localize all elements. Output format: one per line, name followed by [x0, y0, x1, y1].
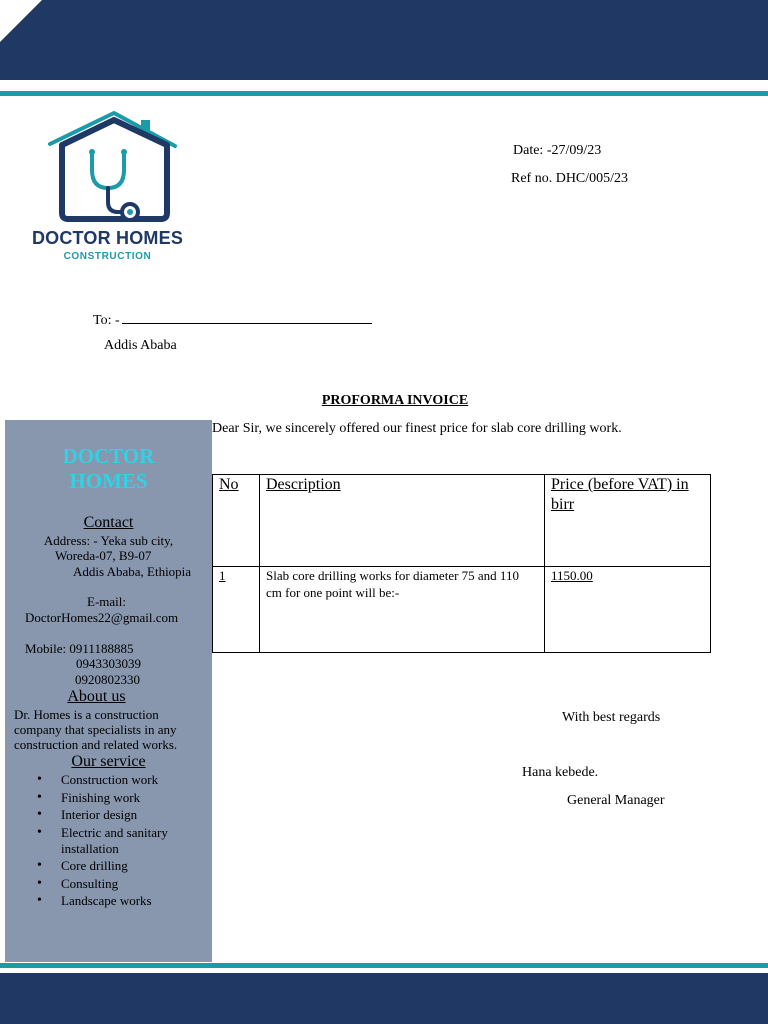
- service-item: • Landscape works: [35, 893, 210, 909]
- email-label: E-mail:: [87, 594, 126, 609]
- table-header-row: [213, 475, 711, 567]
- table-cell-description: Slab core drilling works for diameter 75 and 110 cm for one point will be:-: [260, 567, 545, 653]
- table-cell-no: 1: [213, 567, 260, 653]
- column-header-no: No: [213, 475, 260, 567]
- house-stethoscope-icon: [20, 108, 195, 226]
- column-header-price: Price (before VAT) in birr: [545, 475, 711, 567]
- column-header-description: Description: [260, 475, 545, 567]
- service-item: • Interior design: [35, 807, 210, 823]
- sidebar-brand: [5, 444, 212, 494]
- footer-band: [0, 973, 768, 1024]
- header-corner-cut: [0, 0, 42, 42]
- price-table: [212, 474, 711, 653]
- about-heading: About us: [67, 688, 126, 705]
- service-item: • Consulting: [35, 876, 210, 892]
- company-sidebar: [5, 420, 212, 962]
- logo-tagline: CONSTRUCTION: [63, 251, 152, 262]
- services-list: [35, 772, 210, 911]
- footer-accent-line: [0, 963, 768, 968]
- sidebar-brand-line2: HOMES: [69, 469, 148, 493]
- table-row: [213, 567, 711, 653]
- closing-regards: With best regards: [562, 710, 661, 725]
- recipient-city: Addis Ababa: [104, 338, 177, 353]
- email-address: DoctorHomes22@gmail.com: [25, 610, 179, 625]
- service-item: • Core drilling: [35, 858, 210, 874]
- mobile-number-3: 0920802330: [75, 672, 140, 687]
- address-line-3: Addis Ababa, Ethiopia: [73, 564, 192, 579]
- header-accent-line: [0, 91, 768, 96]
- about-text: Dr. Homes is a construction company that specialists in any construction and related works.: [14, 707, 178, 752]
- service-item: • Construction work: [35, 772, 210, 788]
- header-band: [0, 0, 768, 80]
- recipient-blank: [122, 310, 372, 324]
- service-item: • Electric and sanitary installation: [35, 825, 210, 857]
- page-title: PROFORMA INVOICE: [321, 393, 469, 408]
- logo-name: DOCTOR HOMES: [31, 228, 184, 248]
- services-heading: Our service: [71, 753, 146, 770]
- mobile-number-1: Mobile: 0911188885: [25, 641, 134, 656]
- mobile-number-2: 0943303039: [76, 656, 141, 671]
- invoice-date: Date: -27/09/23: [513, 143, 602, 158]
- recipient-line: [93, 310, 372, 329]
- signer-position: General Manager: [567, 793, 665, 808]
- address-line-2: Woreda-07, B9-07: [55, 548, 152, 563]
- contact-heading: Contact: [83, 514, 134, 531]
- table-cell-price: 1150.00: [545, 567, 711, 653]
- service-item: • Finishing work: [35, 790, 210, 806]
- signer-name: Hana kebede.: [522, 765, 599, 780]
- sidebar-brand-line1: DOCTOR: [62, 444, 155, 468]
- intro-paragraph: Dear Sir, we sincerely offered our finest price for slab core drilling work.: [212, 421, 622, 436]
- address-line-1: Address: - Yeka sub city,: [43, 533, 174, 548]
- recipient-label: To: -: [93, 313, 120, 328]
- company-logo: [20, 108, 195, 268]
- reference-number: Ref no. DHC/005/23: [511, 171, 629, 186]
